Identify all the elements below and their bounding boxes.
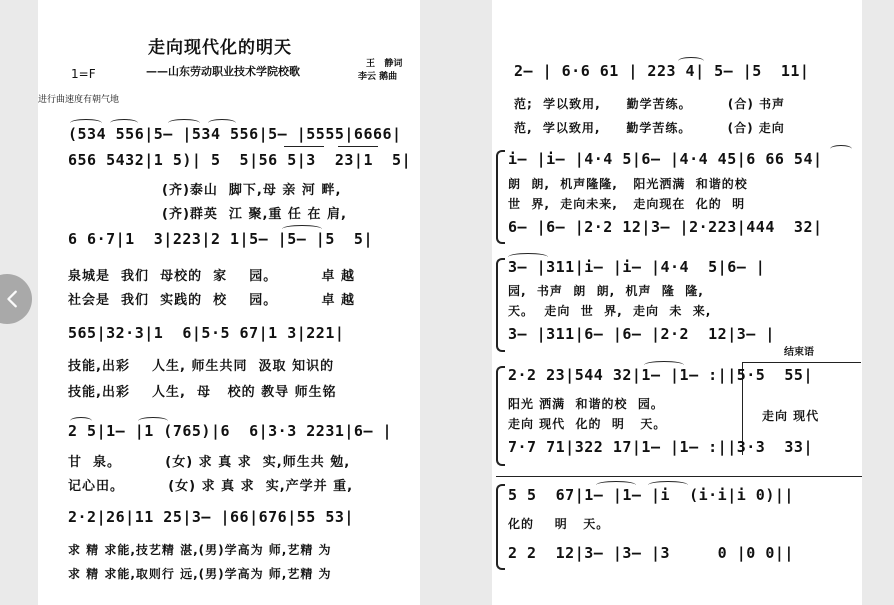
score-page-left xyxy=(38,0,420,605)
notation-line: 7·7 71|322 17|1— |1— :||3·3 33| xyxy=(508,438,813,456)
tempo-marking: 进行曲速度有朝气地 xyxy=(38,95,120,105)
system-brace xyxy=(496,258,505,352)
tie-mark xyxy=(110,119,138,127)
tie-mark xyxy=(282,225,322,233)
lyric-line: 泉城是 我们 母校的 家 园。 卓 越 xyxy=(68,269,355,284)
lyric-line: 范, 学以致用, 勤学苦练。 (合) 走向 xyxy=(514,121,785,135)
lyric-line: 世 界, 走向未来, 走向现在 化的 明 xyxy=(508,197,746,211)
tie-mark xyxy=(168,119,200,127)
lyric-line: 技能,出彩 人生, 师生共同 汲取 知识的 xyxy=(68,359,335,374)
lyric-line: 走向 现代 化的 明 天。 xyxy=(508,417,667,431)
notation-line: 2— | 6·6 61 | 223 4| 5— |5 11| xyxy=(514,62,810,80)
notation-line: 2 5|1— |1 (765)|6 6|3·3 2231|6— | xyxy=(68,422,393,440)
coda-label: 结束语 xyxy=(784,347,814,358)
tie-mark xyxy=(830,145,852,153)
lyric-line: (齐)泰山 脚下,母 亲 河 畔, xyxy=(162,183,342,198)
notation-line: (534 556|5— |534 556|5— |5555|6666| xyxy=(68,125,402,143)
song-title: 走向现代化的明天 xyxy=(148,38,292,58)
chevron-left-icon xyxy=(2,288,24,310)
system-brace xyxy=(496,366,505,466)
lyricist: 王 静词 xyxy=(366,59,403,69)
notation-line: 3— |311|6— |6— |2·2 12|3— | xyxy=(508,325,775,343)
lyric-line: 求 精 求能,取则行 远,(男)学高为 师,艺精 为 xyxy=(68,567,332,581)
lyric-line: 甘 泉。 (女) 求 真 求 实,师生共 勉, xyxy=(68,455,351,470)
beam-line xyxy=(284,146,324,147)
lyric-line: (齐)群英 江 聚,重 任 在 肩, xyxy=(162,207,347,222)
system-brace xyxy=(496,484,505,570)
lyric-line: 朗 朗, 机声隆隆, 阳光洒满 和谐的校 xyxy=(508,177,748,191)
tie-mark xyxy=(508,253,548,261)
notation-line: 5 5 67|1— |1— |i (i·i|i 0)|| xyxy=(508,486,794,504)
notation-line: 3— |311|i— |i— |4·4 5|6— | xyxy=(508,258,766,276)
lyric-line: 求 精 求能,技艺精 湛,(男)学高为 师,艺精 为 xyxy=(68,543,332,557)
lyric-line: 技能,出彩 人生, 母 校的 教导 师生铭 xyxy=(68,385,337,400)
notation-line: 6— |6— |2·2 12|3— |2·223|444 32| xyxy=(508,218,823,236)
tie-mark xyxy=(138,417,168,425)
system-top-line xyxy=(496,476,862,477)
tie-mark xyxy=(678,57,704,65)
notation-line: 2·2|26|11 25|3— |66|676|55 53| xyxy=(68,508,354,526)
lyric-line: 天。 走向 世 界, 走向 未 来, xyxy=(508,304,712,318)
tie-mark xyxy=(596,481,636,489)
lyric-line: 范; 学以致用, 勤学苦练。 (合) 书声 xyxy=(514,97,785,111)
lyric-line: 走向 现代 xyxy=(762,409,820,423)
notation-line: 6 6·7|1 3|223|2 1|5— |5— |5 5| xyxy=(68,230,373,248)
notation-line: 565|32·3|1 6|5·5 67|1 3|221| xyxy=(68,324,345,342)
tie-mark xyxy=(70,417,92,425)
notation-line: i— |i— |4·4 5|6— |4·4 45|6 66 54| xyxy=(508,150,823,168)
key-signature: 1=F xyxy=(71,67,96,81)
tie-mark xyxy=(644,361,684,369)
tie-mark xyxy=(648,481,688,489)
composer: 李云 鹅曲 xyxy=(358,72,398,82)
tie-mark xyxy=(70,119,102,127)
lyric-line: 园, 书声 朗 朗, 机声 隆 隆, xyxy=(508,284,704,298)
previous-page-button[interactable] xyxy=(0,274,32,324)
tie-mark xyxy=(208,119,236,127)
notation-line: 2·2 23|544 32|1— |1— :||5·5 55| xyxy=(508,366,813,384)
notation-line: 656 5432|1 5)| 5 5|56 5|3 23|1 5| xyxy=(68,151,412,169)
lyric-line: 阳光 洒满 和谐的校 园。 xyxy=(508,397,664,411)
lyric-line: 记心田。 (女) 求 真 求 实,产学并 重, xyxy=(68,479,354,494)
lyric-line: 化的 明 天。 xyxy=(508,517,610,531)
system-brace xyxy=(496,150,505,244)
beam-line xyxy=(338,146,378,147)
song-subtitle: ——山东劳动职业技术学院校歌 xyxy=(146,65,300,78)
score-page-right xyxy=(492,0,862,605)
notation-line: 2 2 12|3— |3— |3 0 |0 0|| xyxy=(508,544,794,562)
lyric-line: 社会是 我们 实践的 校 园。 卓 越 xyxy=(68,293,355,308)
